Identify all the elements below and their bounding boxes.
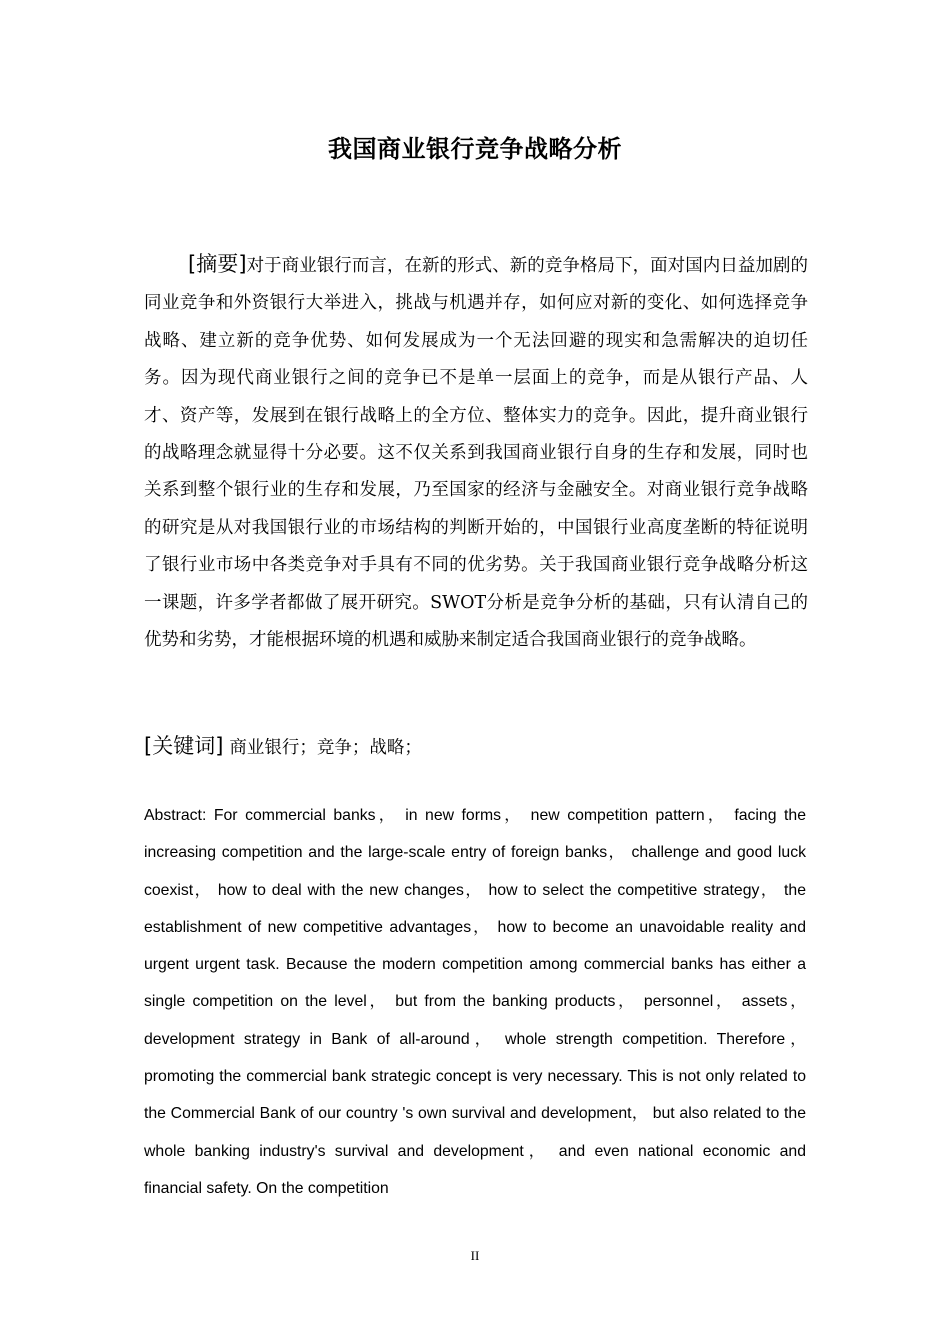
chinese-abstract [144, 246, 808, 659]
keywords [144, 726, 808, 768]
english-abstract: Abstract: For commercial banks， in new forms， new competition pattern， facing the increasing competition and the large-scale entry of foreign banks， challenge and good luck coexist， how to deal with the new changes， how to select the competitive strategy， the establishment of new competitive advantages， how to become an unavoidable reality and urgent urgent task. Because the modern competition among commercial banks has either a single competition on the level， but from the banking products， personnel， assets， development strategy in Bank of all-around， whole strength competition. Therefore， promoting the commercial bank strategic concept is very necessary. This is not only related to the Commercial Bank of our country 's own survival and development， but also related to the whole banking industry's survival and development， and even national economic and financial safety. On the competition [144, 807, 806, 1197]
abstract-label: [摘要] [188, 252, 247, 276]
keywords-label: [关键词] [144, 734, 224, 758]
page-number: II [470, 1248, 480, 1263]
keywords-text: 商业银行；竞争；战略； [229, 738, 422, 758]
document-title: 我国商业银行竞争战略分析 [328, 135, 622, 163]
abstract-text: 对于商业银行而言，在新的形式、新的竞争格局下，面对国内日益加剧的同业竞争和外资银行大举进入，挑战与机遇并存，如何应对新的变化、如何选择竞争战略、建立新的竞争优势、如何发展成为一个无法回避的现实和急需解决的迫切任务。因为现代商业银行之间的竞争已不是单一层面上的竞争，而是从银行产品、人才、资产等，发展到在银行战略上的全方位、整体实力的竞争。因此，提升商业银行的战略理念就显得十分必要。这不仅关系到我国商业银行自身的生存和发展，同时也关系到整个银行业的生存和发展，乃至国家的经济与金融安全。对商业银行竞争战略的研究是从对我国银行业的市场结构的判断开始的，中国银行业高度垄断的特征说明了银行业市场中各类竞争对手具有不同的优劣势。关于我国商业银行竞争战略分析这一课题，许多学者都做了展开研究。SWOT分析是竞争分析的基础，只有认清自己的优势和劣势，才能根据环境的机遇和威胁来制定适合我国商业银行的竞争战略。 [144, 256, 809, 651]
